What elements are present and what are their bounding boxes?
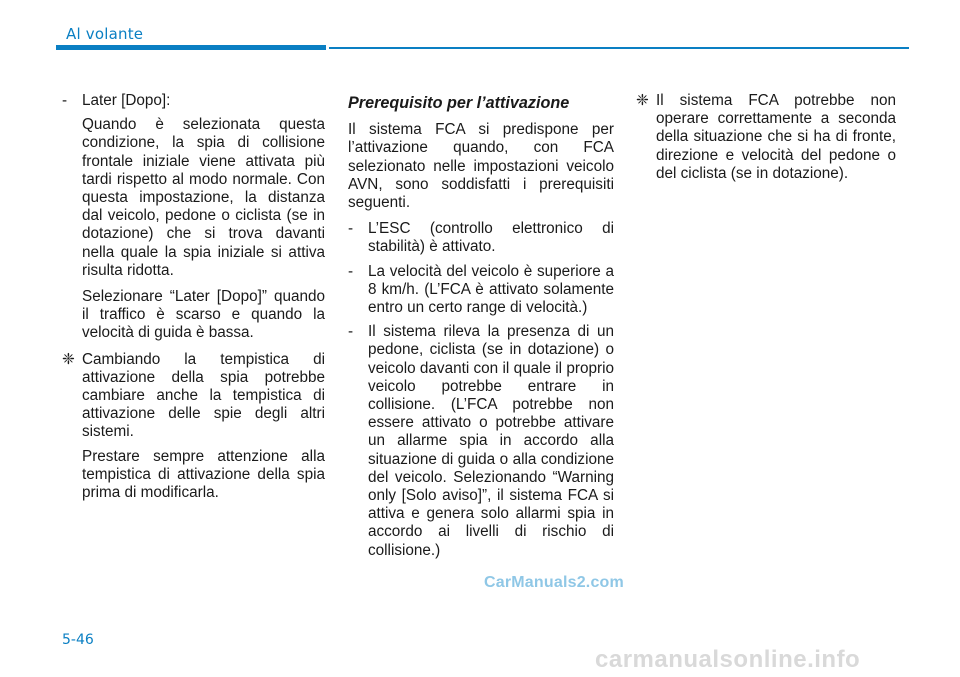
paragraph: Prestare sempre attenzione alla tempistica di attivazione della spia prima di modificarla. <box>82 447 325 502</box>
list-item-text: L’ESC (controllo elettronico di stabilità) è attivato. <box>368 220 614 256</box>
list-item-text: Il sistema rileva la presenza di un pedone, ciclista (se in dotazione) o veicolo davanti con il quale il proprio veicolo potrebbe entrare in collisione. (L’FCA potrebbe non essere attivato o potrebbe attivare un allarme spia in accordo alla situazione di guida o alla condizione del veicolo. Selezionando “Warning only [Solo aviso]”, il sistema FCA si attiva e genera solo allarmi spia in accordo ai livelli di rischio di collisione.) <box>368 323 614 559</box>
note-marker-icon: ❈ <box>636 92 649 109</box>
section-heading: Prerequisito per l’attivazione <box>348 94 570 112</box>
list-item <box>348 220 614 256</box>
dash-marker: - <box>348 323 354 341</box>
dash-marker: - <box>348 220 354 238</box>
note-item <box>62 351 325 442</box>
paragraph: Selezionare “Later [Dopo]” quando il traffico è scarso e quando la velocità di guida è bassa. <box>82 288 325 342</box>
item-label: Later [Dopo]: <box>82 92 171 109</box>
note-text: Il sistema FCA potrebbe non operare correttamente a seconda della situazione che si ha di fronte, direzione e velocità del pedone o del ciclista (se in dotazione). <box>656 92 896 182</box>
watermark-carmanuals2: CarManuals2.com <box>484 574 624 591</box>
watermark-carmanualsonline: carmanualsonline.info <box>595 646 861 673</box>
column-2 <box>348 94 614 566</box>
dash-marker: - <box>348 262 354 280</box>
list-item <box>348 263 614 318</box>
header-rule-thick <box>56 45 326 50</box>
note-marker-icon: ❈ <box>62 350 75 368</box>
list-item-later <box>62 92 325 110</box>
page-number: 5-46 <box>62 632 94 648</box>
section-title: Al volante <box>66 25 144 43</box>
list-item <box>348 323 614 560</box>
header-rule-thin <box>329 47 909 49</box>
list-item-text: La velocità del veicolo è superiore a 8 km/h. (L’FCA è attivato solamente entro un certo range di velocità.) <box>368 262 614 317</box>
dash-marker: - <box>62 92 68 109</box>
note-text: Cambiando la tempistica di attivazione della spia potrebbe cambiare anche la tempistica di attivazione delle spie degli altri sistemi. <box>82 350 325 441</box>
column-3 <box>636 92 896 189</box>
paragraph: Il sistema FCA si predispone per l’attivazione quando, con FCA selezionato nelle impostazioni veicolo AVN, sono soddisfatti i prerequisiti seguenti. <box>348 121 614 212</box>
note-item <box>636 92 896 183</box>
column-1 <box>62 92 325 510</box>
paragraph: Quando è selezionata questa condizione, la spia di collisione frontale iniziale viene attivata più tardi rispetto al modo normale. Con questa impostazione, la distanza dal veicolo, pedone o ciclista (se in dotazione) che si trova davanti nella quale la spia iniziale si attiva risulta ridotta. <box>82 116 325 279</box>
